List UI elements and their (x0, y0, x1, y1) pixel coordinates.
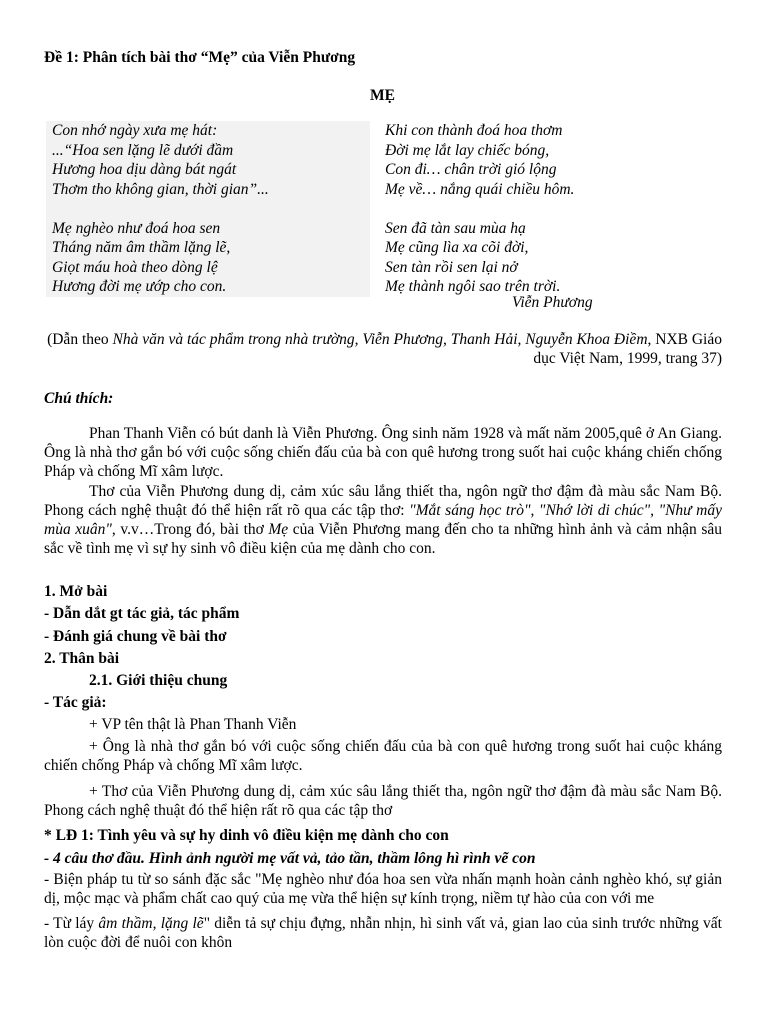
poem-title: MẸ (370, 87, 395, 104)
poem-line: Mẹ nghèo như đoá hoa sen (52, 219, 221, 237)
subsection-gioi-thieu: 2.1. Giới thiệu chung (89, 672, 228, 689)
author-point-3: + Thơ của Viễn Phương dung dị, cảm xúc sâu lắng thiết tha, ngôn ngữ thơ đậm đà màu sắc Nam Bộ. Phong cách nghệ thuật đó thể hiện rất rõ qua các tập thơ (44, 783, 722, 819)
source-prefix: (Dẫn theo (47, 331, 113, 348)
section-than-bai: 2. Thân bài (44, 650, 120, 667)
poem-line: Sen đã tàn sau mùa hạ (385, 219, 526, 237)
source-title: Nhà văn và tác phẩm trong nhà trường, Viễn Phương, Thanh Hải, Nguyễn Khoa Điềm (112, 331, 648, 348)
source-suffix: , NXB Giáo dục Việt Nam, 1999, trang 37) (533, 331, 722, 367)
poem-line: Giọt máu hoà theo dòng lệ (52, 258, 218, 276)
item-dan-dat: - Dẫn dắt gt tác giả, tác phẩm (44, 605, 240, 622)
notes-paragraph-1: Phan Thanh Viễn có bút danh là Viễn Phương. Ông sinh năm 1928 và mất năm 2005,quê ở An Giang. Ông là nhà thơ gắn bó với cuộc sống chiến đấu của bà con quê hương trong suốt hai cuộc kháng chiến chống Pháp và chống Mĩ xâm lược. (44, 425, 722, 480)
page-heading: Đề 1: Phân tích bài thơ “Mẹ” của Viễn Phương (44, 49, 356, 66)
poem-line: Tháng năm âm thầm lặng lẽ, (52, 239, 231, 256)
notes-paragraph-2: Thơ của Viễn Phương dung dị, cảm xúc sâu lắng thiết tha, ngôn ngữ thơ đậm đà màu sắc Nam Bộ. Phong cách nghệ thuật đó thể hiện rất rõ qua các tập thơ: "Mắt sáng học trò", "Nhớ lời di chúc", "Như mấy mùa xuân", v.v…Trong đó, bài thơ Mẹ của Viễn Phương mang đến cho ta những hình ảnh và cảm nhận sâu sắc về tình mẹ vì sự hy sinh vô điều kiện của mẹ dành cho con. (44, 483, 722, 557)
poem-left-column (46, 121, 370, 297)
poem-line: Sen tàn rồi sen lại nở (385, 258, 518, 276)
analysis-bp: - Biện pháp tu từ so sánh đặc sắc "Mẹ nghèo như đóa hoa sen vừa nhấn mạnh hoàn cảnh nghèo khó, sự giản dị, mộc mạc và phẩm chất cao quý của mẹ vừa thể hiện sự kính trọng, niềm tự hào của con với me (44, 871, 722, 907)
poem-author: Viễn Phương (512, 294, 593, 311)
poem-line: Đời mẹ lắt lay chiếc bóng, (385, 141, 550, 159)
stanza-gap (52, 199, 370, 219)
section-mo-bai: 1. Mở bài (44, 583, 108, 600)
poem-right-column (385, 121, 725, 297)
analysis-tu-lay: - Từ láy âm thầm, lặng lẽ" diễn tả sự chịu đựng, nhẫn nhịn, hì sinh vất vả, gian lao của sinh trước những vất lòn cuộc đời để nuôi con khôn (44, 915, 722, 951)
item-danh-gia: - Đánh giá chung về bài thơ (44, 628, 227, 645)
poem-line: Hương đời mẹ ướp cho con. (52, 278, 227, 295)
poem-line: Con nhớ ngày xưa mẹ hát: (52, 122, 218, 139)
section-ld1: * LĐ 1: Tình yêu và sự hy dinh vô điều kiện mẹ dành cho con (44, 827, 449, 844)
item-tac-gia: - Tác giả: (44, 694, 107, 711)
poem-name: Mẹ (268, 521, 289, 538)
poem-line: ...“Hoa sen lặng lẽ dưới đầm (52, 141, 234, 159)
four-lines-heading: - 4 câu thơ đầu. Hình ảnh người mẹ vất vả, tảo tần, thầm lông hì rình vẽ con (44, 850, 536, 867)
author-point-2: + Ông là nhà thơ gắn bó với cuộc sống chiến đấu của bà con quê hương trong suốt hai cuộc kháng chiến chống Pháp và chống Mĩ xâm lược. (44, 738, 722, 774)
poem-line: Con đi… chân trời gió lộng (385, 161, 557, 178)
poem-line: Mẹ cũng lìa xa cõi đời, (385, 239, 529, 256)
tu-lay-words: âm thầm, lặng lẽ (98, 915, 204, 932)
author-point-1: + VP tên thật là Phan Thanh Viễn (89, 716, 297, 733)
poetry-collections: "Mắt sáng học trò", "Nhớ lời di chúc", "Như mấy mùa xuân" (44, 502, 722, 538)
poem-line: Thơm tho không gian, thời gian”... (52, 180, 269, 198)
poem-line: Hương hoa dịu dàng bát ngát (52, 161, 237, 178)
source-citation (44, 330, 722, 368)
notes-title: Chú thích: (44, 390, 114, 407)
poem-line: Khi con thành đoá hoa thơm (385, 122, 563, 139)
poem-line: Mẹ thành ngôi sao trên trời. (385, 278, 561, 295)
poem-line: Mẹ về… nắng quái chiều hôm. (385, 180, 575, 198)
stanza-gap (385, 199, 725, 219)
